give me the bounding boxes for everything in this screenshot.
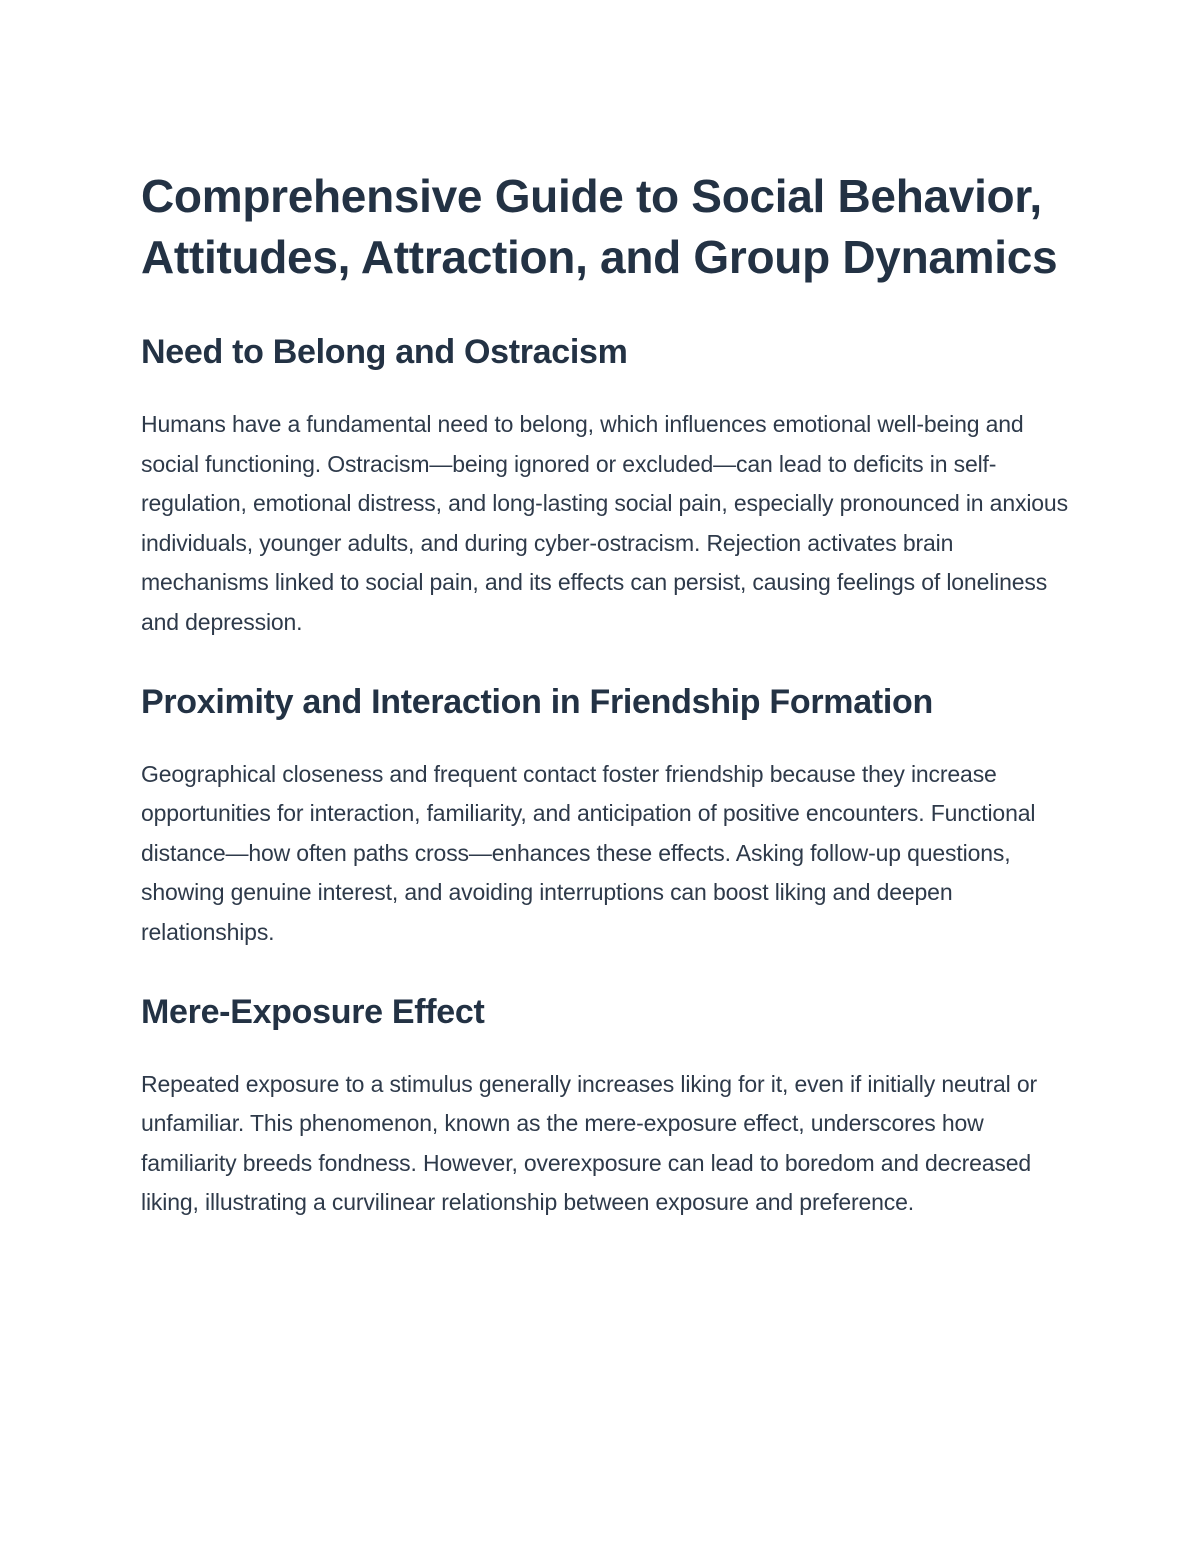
document-page [141,166,1071,1223]
section-heading: Proximity and Interaction in Friendship Formation [141,682,933,721]
section-paragraph: Geographical closeness and frequent contact foster friendship because they increase opportunities for interaction, familiarity, and anticipation of positive encounters. Functional distance—how often paths cross—enhances these effects. Asking follow-up questions, showing genuine interest, and avoiding interruptions can boost liking and deepen relationships. [141,760,1036,945]
document-title: Comprehensive Guide to Social Behavior, Attitudes, Attraction, and Group Dynamics [141,170,1058,283]
section-mere-exposure [141,983,1071,1223]
section-heading: Need to Belong and Ostracism [141,333,628,371]
section-need-to-belong [141,323,1071,643]
section-proximity [141,673,1071,953]
section-paragraph: Humans have a fundamental need to belong, which influences emotional well-being and social functioning. Ostracism—being ignored or excluded—can lead to deficits in self-regulation, emotional distress, and long-lasting social pain, especially pronounced in anxious individuals, younger adults, and during cyber-ostracism. Rejection activates brain mechanisms linked to social pain, and its effects can persist, causing feelings of loneliness and depression. [141,411,1068,635]
section-heading: Mere-Exposure Effect [141,992,485,1031]
section-paragraph: Repeated exposure to a stimulus generally increases liking for it, even if initially neutral or unfamiliar. This phenomenon, known as the mere-exposure effect, underscores how familiarity breeds fondness. However, overexposure can lead to boredom and decreased liking, illustrating a curvilinear relationship between exposure and preference. [141,1070,1037,1216]
